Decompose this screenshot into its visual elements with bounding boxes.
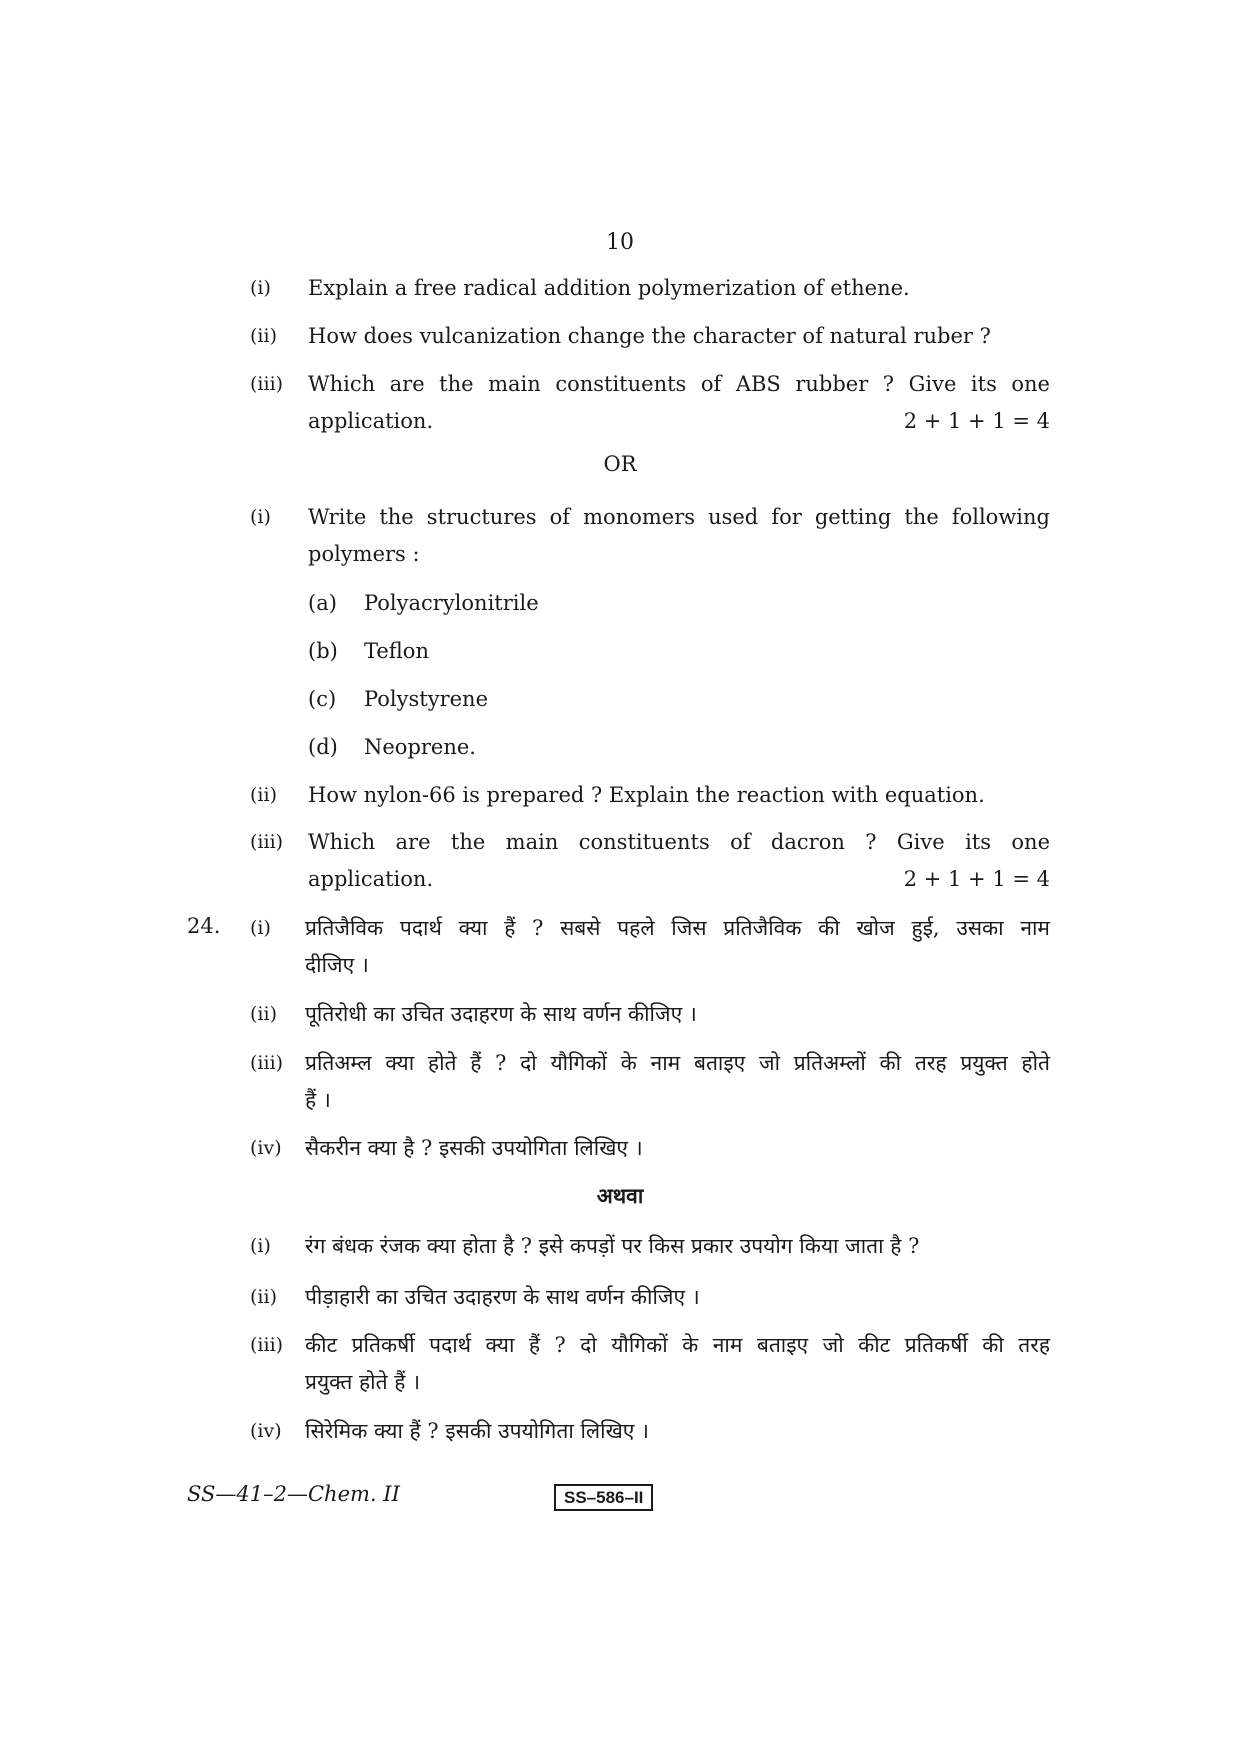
item-label: (b)	[308, 639, 338, 663]
question-text-line1: प्रतिजैविक पदार्थ क्या हैं ? सबसे पहले जिस प्रतिजैविक की खोज हुई, उसका नाम	[305, 916, 1050, 940]
or-separator: OR	[603, 452, 637, 476]
question-text-line1: Which are the main constituents of dacron ? Give its one	[308, 830, 1050, 854]
question-part2-iii	[250, 824, 1050, 898]
footer-paper-code: SS—41–2—Chem. II	[187, 1482, 400, 1506]
question-part1-ii	[250, 318, 1050, 355]
question-part1-iii	[250, 366, 1050, 440]
question-24-i	[250, 910, 1050, 984]
question-part1-i	[250, 270, 1050, 307]
question-number: (i)	[250, 1235, 271, 1257]
question-number: (i)	[250, 917, 271, 939]
question-text: सिरेमिक क्या हैं ? इसकी उपयोगिता लिखिए ।	[305, 1419, 650, 1443]
question-text: सैकरीन क्या है ? इसकी उपयोगिता लिखिए ।	[305, 1136, 643, 1160]
item-label: (a)	[308, 591, 337, 615]
question-text-line1: प्रतिअम्ल क्या होते हैं ? दो यौगिकों के नाम बताइए जो प्रतिअम्लों की तरह प्रयुक्त होते	[305, 1051, 1050, 1075]
page-number: 10	[606, 230, 634, 255]
footer-series-code: SS–586–II	[554, 1484, 653, 1511]
item-label: (c)	[308, 687, 337, 711]
item-text: Polyacrylonitrile	[364, 591, 539, 615]
list-item	[308, 585, 539, 622]
list-item	[308, 681, 488, 718]
marks: 2 + 1 + 1 = 4	[903, 409, 1050, 433]
question-text: पीड़ाहारी का उचित उदाहरण के साथ वर्णन कीजिए ।	[305, 1285, 700, 1309]
question-part2-i	[250, 499, 1050, 573]
question-number: (ii)	[250, 325, 277, 347]
question-24-iv	[250, 1130, 1050, 1167]
question-text-line1: Which are the main constituents of ABS rubber ? Give its one	[308, 372, 1050, 396]
question-text: How does vulcanization change the character of natural ruber ?	[308, 324, 991, 348]
question-text-line2: application.	[308, 409, 434, 433]
item-text: Neoprene.	[364, 735, 476, 759]
question-text-line1: Write the structures of monomers used for getting the following	[308, 505, 1050, 529]
question-text: पूतिरोधी का उचित उदाहरण के साथ वर्णन कीजिए ।	[305, 1002, 697, 1026]
question-number: (iii)	[250, 1334, 284, 1356]
question-text-line2: polymers :	[308, 542, 420, 566]
question-number: (iv)	[250, 1137, 282, 1159]
question-number: (iii)	[250, 1052, 284, 1074]
question-text: How nylon-66 is prepared ? Explain the reaction with equation.	[308, 783, 985, 807]
question-marks-line	[308, 403, 1050, 440]
question-text: Explain a free radical addition polymerization of ethene.	[308, 276, 910, 300]
question-24-iii	[250, 1045, 1050, 1119]
question-text-line1: कीट प्रतिकर्षी पदार्थ क्या हैं ? दो यौगिकों के नाम बताइए जो कीट प्रतिकर्षी की तरह	[305, 1333, 1050, 1357]
question-24-ii	[250, 996, 1050, 1033]
question-number: (iv)	[250, 1420, 282, 1442]
question-24-alt-i	[250, 1228, 1050, 1265]
item-label: (d)	[308, 735, 338, 759]
question-number: (iii)	[250, 373, 284, 395]
question-number: (ii)	[250, 1286, 277, 1308]
question-text-line2: application.	[308, 867, 434, 891]
question-text-line2: दीजिए ।	[305, 953, 369, 977]
question-24-number: 24.	[187, 914, 221, 938]
question-marks-line	[308, 861, 1050, 898]
question-24-alt-iv	[250, 1413, 1050, 1450]
question-24-alt-ii	[250, 1279, 1050, 1316]
question-number: (ii)	[250, 1003, 277, 1025]
list-item	[308, 729, 476, 766]
question-number: (ii)	[250, 784, 277, 806]
list-item	[308, 633, 429, 670]
question-text-line2: हैं ।	[305, 1088, 331, 1112]
marks: 2 + 1 + 1 = 4	[903, 867, 1050, 891]
question-text: रंग बंधक रंजक क्या होता है ? इसे कपड़ों पर किस प्रकार उपयोग किया जाता है ?	[305, 1234, 920, 1258]
question-number: (i)	[250, 277, 271, 299]
question-part2-ii	[250, 777, 1050, 814]
question-24-alt-iii	[250, 1327, 1050, 1401]
athva-separator: अथवा	[596, 1183, 644, 1208]
item-text: Teflon	[364, 639, 429, 663]
question-number: (iii)	[250, 831, 284, 853]
item-text: Polystyrene	[364, 687, 489, 711]
question-text-line2: प्रयुक्त होते हैं ।	[305, 1370, 421, 1394]
question-number: (i)	[250, 506, 271, 528]
